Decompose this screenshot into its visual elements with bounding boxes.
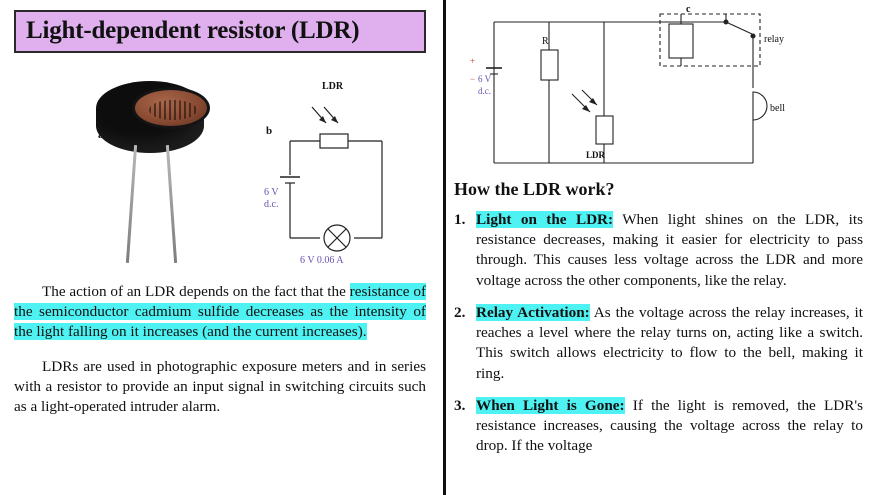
paragraph-ldr-uses: LDRs are used in photographic exposure meters and in series with a resistor to provide an input signal in switching circuits such as a light-operated intruder alarm. xyxy=(14,357,426,416)
page-title xyxy=(14,10,426,53)
supply-label-b xyxy=(264,187,279,210)
supply-type-b: d.c. xyxy=(264,198,279,210)
ldr-label-b: LDR xyxy=(322,81,344,92)
paragraph-ldr-action-plain: The action of an LDR depends on the fact that the xyxy=(42,283,350,300)
ldr-photo-lead-right xyxy=(166,145,177,263)
ldr-photo-sensor-face xyxy=(132,87,210,129)
relay-label-c: relay xyxy=(764,34,784,45)
ldr-photo-lead-left xyxy=(126,145,137,263)
ldr-photo xyxy=(74,81,234,266)
polarity-minus-c: − xyxy=(470,74,476,84)
bell-label-c: bell xyxy=(770,103,785,114)
figure-label-b: b xyxy=(266,125,273,137)
supply-voltage-c: 6 V xyxy=(478,74,492,84)
resistor-label-c: R xyxy=(542,36,549,47)
figure-label-c: c xyxy=(686,4,691,15)
list-item xyxy=(476,210,863,291)
circuit-c-svg xyxy=(464,8,880,178)
list-item xyxy=(476,396,863,457)
ldr-photo-body xyxy=(96,81,204,153)
circuit-diagram-c xyxy=(454,0,863,175)
step-title: Relay Activation: xyxy=(476,303,590,321)
list-item xyxy=(476,303,863,384)
step-text: As the voltage across the relay increases, it reaches a level where the relay turns on, acting like a switch. This switch allows electricity to flow to the bell, making it ring. xyxy=(476,303,863,382)
section-heading: How the LDR work? xyxy=(454,179,615,199)
steps-list xyxy=(454,210,863,456)
figure-row xyxy=(14,63,426,278)
step-text: When light shines on the LDR, its resistance decreases, making it easier for electricity to pass through. This causes less voltage across the LDR and more voltage across the other components, like the relay. xyxy=(476,211,863,289)
polarity-plus-c: + xyxy=(470,56,476,66)
step-title: When Light is Gone: xyxy=(476,396,625,414)
right-column xyxy=(440,0,877,495)
supply-voltage-b: 6 V xyxy=(264,187,279,198)
step-text: If the light is removed, the LDR's resistance increases, causing the voltage across the relay to drop. If the voltage xyxy=(476,396,863,455)
lamp-rating-label: 6 V 0.06 A xyxy=(300,255,344,266)
paragraph-ldr-action xyxy=(14,282,426,343)
circuit-diagram-b xyxy=(264,81,407,273)
page-title-text: Light-dependent resistor (LDR) xyxy=(26,17,360,44)
circuit-b-svg xyxy=(272,103,407,273)
step-title: Light on the LDR: xyxy=(476,211,614,228)
paragraph-ldr-action-highlight: resistance of the semiconductor cadmium sulfide decreases as the intensity of the light falling on it increases (and the current increases). xyxy=(14,283,426,341)
ldr-label-c: LDR xyxy=(586,150,606,160)
supply-type-c: d.c. xyxy=(478,86,491,96)
